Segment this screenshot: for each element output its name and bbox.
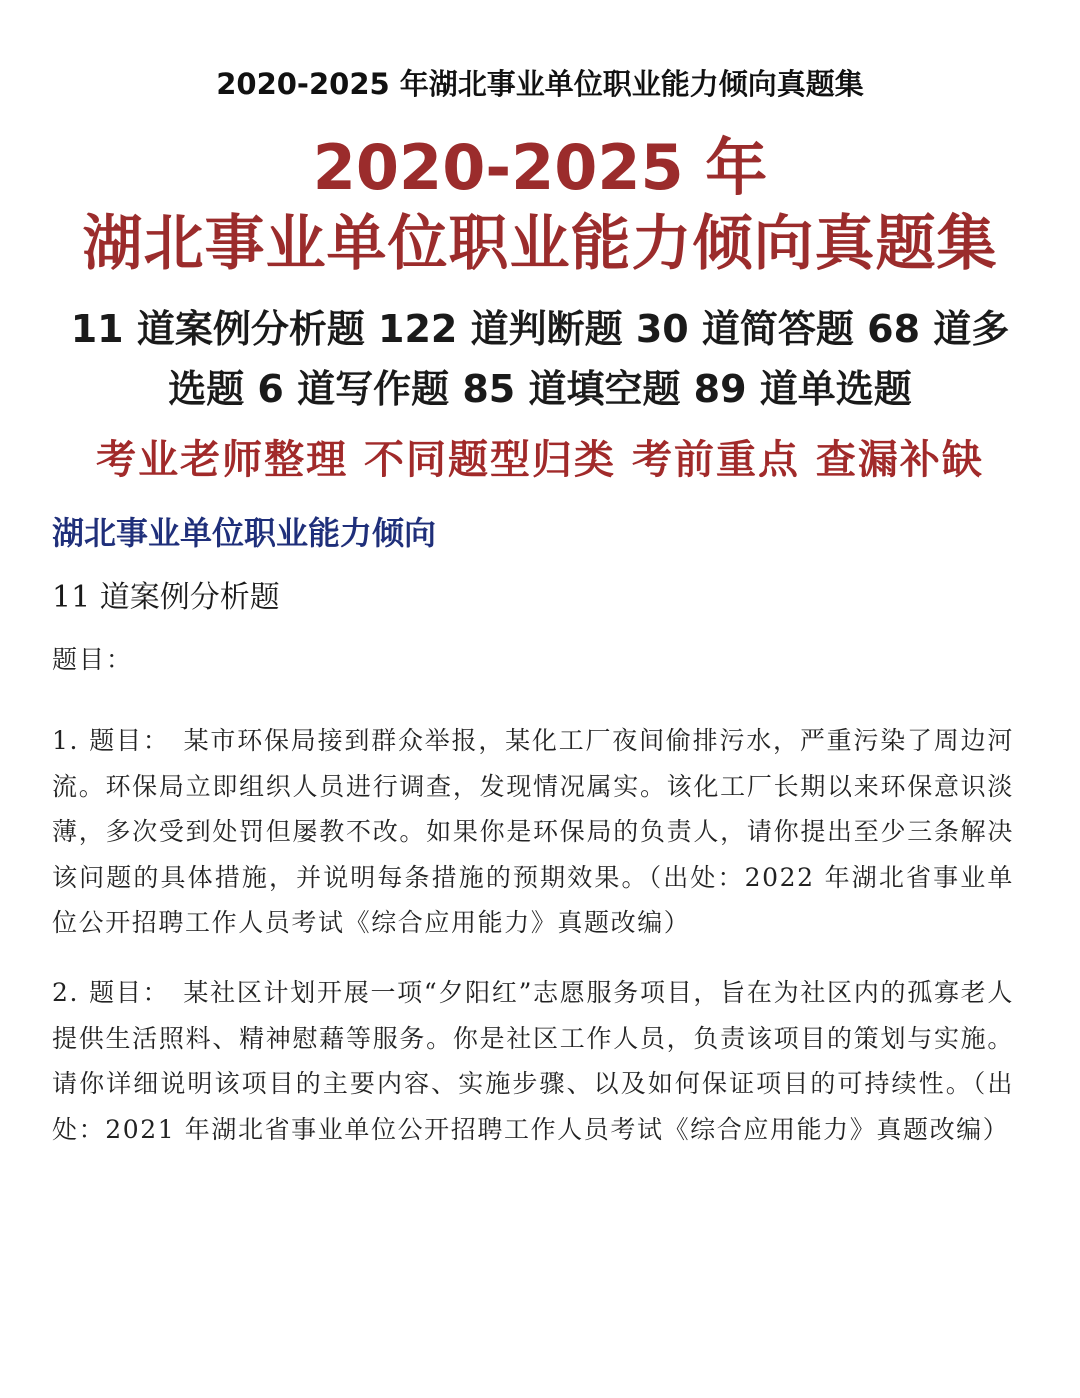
question-counts-line-1: 11 道案例分析题 122 道判断题 30 道简答题 68 道多 bbox=[70, 307, 1010, 351]
question-text: 某市环保局接到群众举报，某化工厂夜间偷排污水，严重污染了周边河流。环保局立即组织人员进行调查，发现情况属实。该化工厂长期以来环保意识淡薄，多次受到处罚但屡教不改。如果你是环保局的负责人，请你提出至少三条解决该问题的具体措施，并说明每条措施的预期效果。（出处：2022 年湖北省事业单位公开招聘工作人员考试《综合应用能力》真题改编） bbox=[52, 726, 1014, 937]
title-main: 湖北事业单位职业能力倾向真题集 bbox=[82, 209, 998, 279]
section-title: 湖北事业单位职业能力倾向 bbox=[52, 514, 437, 552]
question-label: 题目： bbox=[89, 978, 170, 1007]
question-label: 题目： bbox=[89, 726, 170, 755]
question-item bbox=[52, 718, 1014, 946]
questions-label: 题目： bbox=[52, 645, 134, 674]
question-counts-line-2: 选题 6 道写作题 85 道填空题 89 道单选题 bbox=[168, 367, 912, 411]
tagline: 考业老师整理 不同题型归类 考前重点 查漏补缺 bbox=[96, 436, 984, 483]
subsection-title: 11 道案例分析题 bbox=[52, 580, 280, 615]
title-year: 2020-2025 年 bbox=[312, 131, 768, 204]
question-item bbox=[52, 970, 1014, 1152]
running-header: 2020-2025 年湖北事业单位职业能力倾向真题集 bbox=[216, 67, 864, 101]
question-number: 2. bbox=[52, 978, 80, 1007]
question-number: 1. bbox=[52, 726, 80, 755]
question-text: 某社区计划开展一项“夕阳红”志愿服务项目，旨在为社区内的孤寡老人提供生活照料、精神慰藉等服务。你是社区工作人员，负责该项目的策划与实施。请你详细说明该项目的主要内容、实施步骤、以及如何保证项目的可持续性。（出处：2021 年湖北省事业单位公开招聘工作人员考试《综合应用能力》真题改编） bbox=[52, 978, 1015, 1144]
